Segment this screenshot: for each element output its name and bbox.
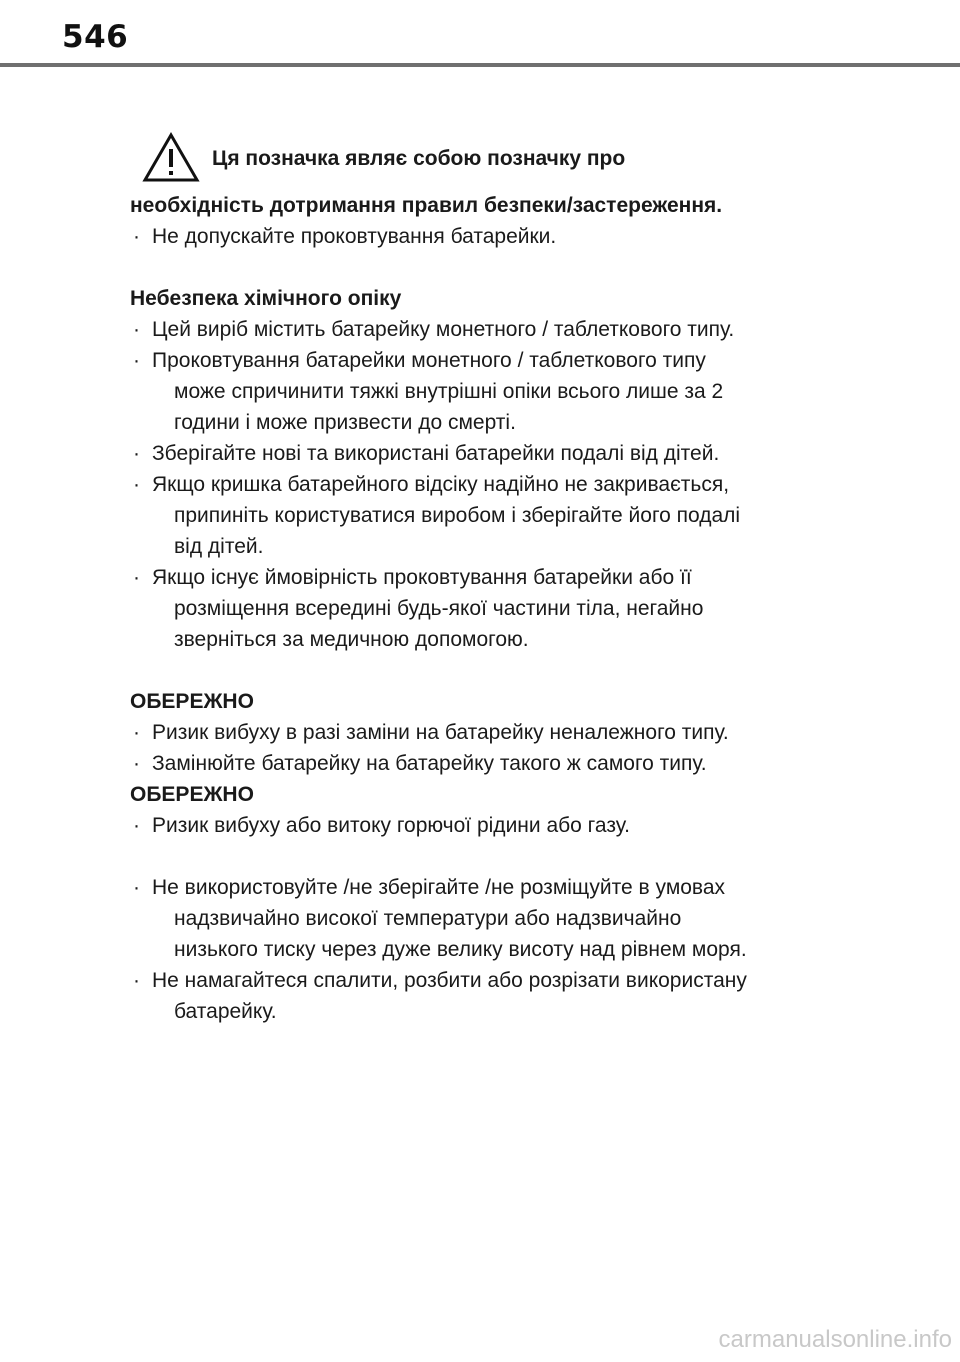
warning-triangle-icon [142,132,200,184]
list-item: · Ризик вибуху або витоку горючої рідини або газу. [133,814,630,837]
page-content [130,128,850,1027]
warning-title-line1: Ця позначка являє собою позначку про [212,147,626,170]
list-item: · Якщо існує ймовірність проковтування батарейки або її розміщення всередині будь-якої частини тіла, негайно зверніться за медичною допомогою. [133,566,704,651]
list-item: · Зберігайте нові та використані батарейки подалі від дітей. [133,442,720,465]
list-item: · Не намагайтеся спалити, розбити або розрізати використану батарейку. [133,969,747,1023]
list-item: · Не допускайте проковтування батарейки. [133,225,557,248]
section-heading-chemical-burn: Небезпека хімічного опіку [130,287,402,310]
list-item: · Цей виріб містить батарейку монетного / таблеткового типу. [133,318,735,341]
page-number: 546 [62,19,129,55]
list-item: · Якщо кришка батарейного відсіку надійно не закривається, припиніть користуватися виробом і зберігайте його подалі від дітей. [133,473,741,558]
list-item: · Замінюйте батарейку на батарейку такого ж самого типу. [133,752,707,775]
warning-title-line2: необхідність дотримання правил безпеки/застереження. [130,194,723,217]
section-heading-caution: ОБЕРЕЖНО [130,783,254,806]
section-heading-caution: ОБЕРЕЖНО [130,690,254,713]
list-item: · Проковтування батарейки монетного / таблеткового типу може спричинити тяжкі внутрішні опіки всього лише за 2 години і може призвести до смерті. [133,349,724,434]
header-rule [0,63,960,67]
list-item: · Ризик вибуху в разі заміни на батарейку неналежного типу. [133,721,729,744]
warning-block [130,128,850,221]
list-item: · Не використовуйте /не зберігайте /не розміщуйте в умовах надзвичайно високої температури або надзвичайно низького тиску через дуже велику висоту над рівнем моря. [133,876,747,961]
watermark: carmanualsonline.info [718,1326,952,1353]
